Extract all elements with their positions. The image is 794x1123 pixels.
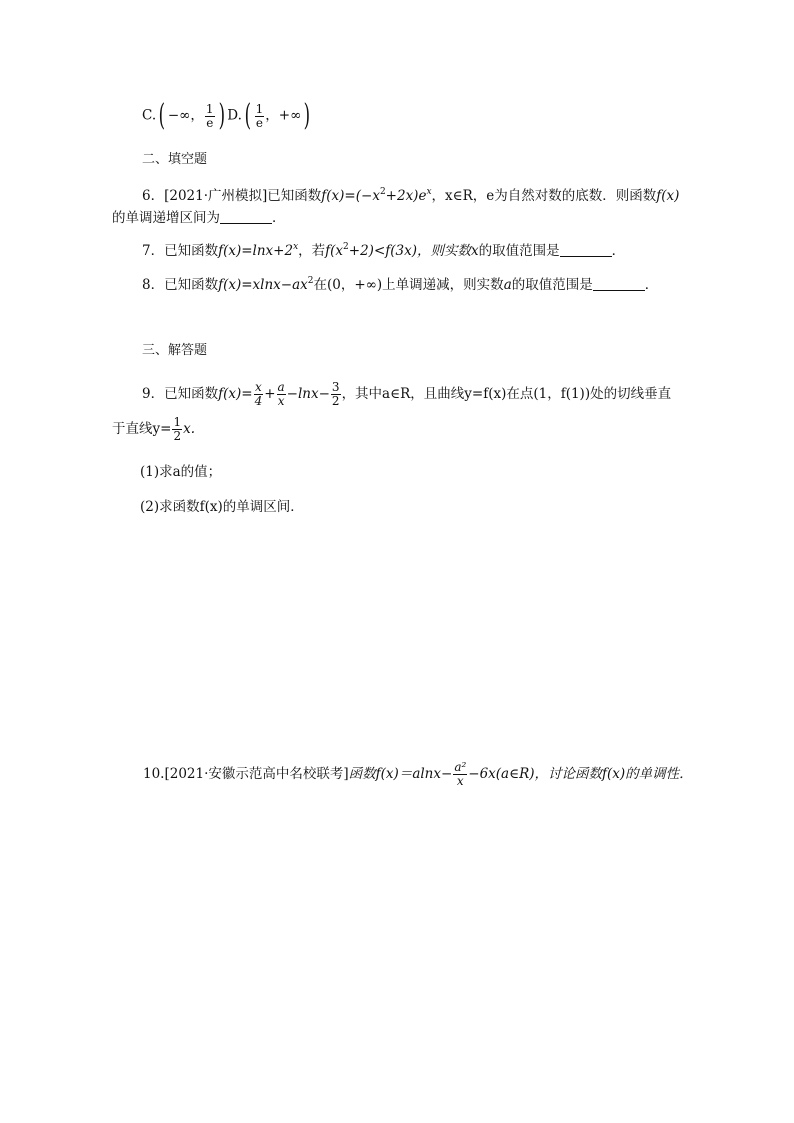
q6-line2: 的单调递增区间为	[112, 210, 220, 226]
q7-sup2: 2	[343, 242, 349, 252]
q9-f: f(x)=	[218, 386, 253, 402]
q7-x: x	[471, 243, 479, 259]
frac-den: e	[206, 115, 214, 130]
q8-func: f(x)=xlnx−ax	[218, 277, 308, 293]
question-7: 7．已知函数$f(x)=\ln x+2^x$，若$f(x^2+2)<f(3x)$，则实数x的取值范围是 ．	[142, 242, 626, 259]
q9-frac-3	[331, 381, 341, 408]
q10-number: 10.	[143, 766, 165, 782]
q9-line2-a: 于直线y=	[112, 421, 172, 437]
frac-den: 2	[331, 394, 340, 408]
q7-func: f(x)=lnx+2	[218, 243, 294, 259]
q10-frac	[453, 761, 467, 788]
option-d-interval: ，+∞	[265, 107, 302, 124]
option-c-interval: −∞，	[167, 107, 204, 124]
q9-frac-1	[254, 381, 264, 408]
q9-text: 已知函数	[164, 386, 219, 402]
q6-func-rest: +2x)e	[385, 188, 427, 204]
q8-a: a	[503, 277, 512, 293]
q6-text: 已知函数	[267, 188, 322, 204]
q6-f: f(x)	[656, 188, 680, 204]
q10-source: [2021·安徽示范高中名校联考]	[164, 766, 349, 782]
q6-answer-blank	[220, 223, 272, 224]
q10-text-b: −6x(a∈R)，讨论函数f(x)的单调性．	[468, 766, 693, 782]
frac-num: 1	[173, 415, 182, 429]
question-6-line1	[142, 186, 679, 206]
q8-text: 已知函数	[164, 277, 219, 293]
options-cd	[142, 98, 313, 133]
option-d-fraction	[255, 103, 265, 130]
frac-num: a²	[454, 760, 467, 774]
right-paren: )	[218, 98, 225, 133]
frac-den: 4	[254, 394, 263, 408]
q7-sup: x	[293, 242, 299, 252]
q6-sup: 2	[379, 187, 386, 197]
q9-number: 9．	[142, 386, 165, 402]
q6-sup-x: x	[426, 187, 432, 197]
q6-domain: ，x∈R，e为自然对数的底数．则函数	[431, 188, 657, 204]
left-paren: (	[158, 98, 166, 133]
frac-num: 1	[205, 101, 214, 116]
q10-text-a: 函数f(x)＝alnx−	[348, 766, 453, 782]
frac-den: x	[456, 774, 464, 788]
q9-half	[172, 416, 182, 443]
q9-rest: ，其中a∈R，且曲线y=f(x)在点(1，f(1))处的切线垂直	[341, 386, 672, 402]
question-9-part2: (2)求函数f(x)的单调区间．	[140, 499, 304, 515]
option-c-fraction	[205, 103, 215, 130]
option-c-label: C.	[142, 107, 157, 124]
frac-num: 1	[255, 101, 264, 116]
q7-cond-a: f(x	[325, 243, 344, 259]
q7-tail: 的取值范围是	[478, 243, 560, 259]
q9-plus: +	[264, 386, 276, 402]
q8-sup: 2	[307, 276, 314, 286]
question-9-part1: (1)求a的值；	[140, 464, 222, 480]
option-d-label: D.	[227, 107, 242, 124]
left-paren: (	[244, 98, 252, 133]
frac-num: x	[254, 380, 262, 394]
q6-source: [2021·广州模拟]	[164, 188, 268, 204]
q9-minus-ln: −lnx−	[286, 386, 330, 402]
question-9-line1	[142, 381, 671, 408]
right-paren: )	[303, 98, 311, 133]
q8-answer-blank	[593, 290, 645, 291]
section-title-solution: 三、解答题	[142, 343, 208, 358]
question-10	[143, 761, 693, 788]
question-8: 8．已知函数$f(x)=xlnx-ax^2$在(0，+∞)上单调递减，则实数a的取值范围是 ．	[142, 276, 659, 293]
section-title-fill-blank: 二、填空题	[142, 152, 208, 167]
q7-text: 已知函数	[164, 243, 219, 259]
frac-den: 2	[173, 429, 182, 443]
q8-mid: 在(0，+∞)上单调递减，则实数	[313, 277, 504, 293]
frac-den: x	[277, 394, 285, 408]
question-9-line2	[112, 416, 195, 443]
q6-func: f(x)=(−x	[321, 188, 380, 204]
question-6-line2: 的单调递增区间为 ．	[112, 210, 286, 226]
frac-num: 3	[331, 380, 340, 394]
q6-number: 6．	[142, 188, 165, 204]
q7-answer-blank	[560, 256, 612, 257]
q9-line2-b: x.	[183, 421, 195, 437]
q7-number: 7．	[142, 243, 165, 259]
frac-num: a	[277, 380, 285, 394]
q9-frac-2	[277, 381, 286, 408]
q8-tail: 的取值范围是	[511, 277, 593, 293]
q8-number: 8．	[142, 277, 165, 293]
q7-cond-b: +2)<f(3x)，则实数	[348, 243, 471, 259]
q7-mid: ，若	[298, 243, 326, 259]
frac-den: e	[255, 115, 264, 130]
